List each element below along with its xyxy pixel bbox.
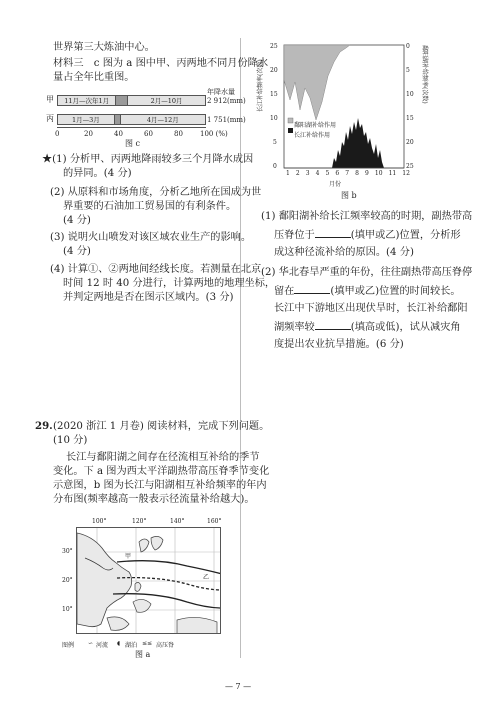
r-q2-text: 湖频率较 (274, 322, 315, 333)
map-place-label-yi: 乙 (203, 574, 210, 581)
column-divider (240, 38, 241, 658)
q3-line2: (4 分) (63, 246, 91, 257)
q4-line2: 时间 12 时 40 分进行，计算两地的地理坐标， (63, 278, 276, 289)
fig-c-axis (57, 127, 206, 128)
fig-c-row-label-bing: 丙 (46, 114, 54, 123)
fig-c-tick: 80 (174, 130, 183, 138)
material3-line2: 量占全年比重图。 (53, 72, 135, 83)
fig-b-y-right-tick: 10 (406, 91, 414, 98)
fig-b-legend-item: 长江补给作用 (294, 132, 331, 139)
fig-b-y-right-tick: 25 (406, 163, 414, 170)
q1-line2: 的异同。(4 分) (63, 168, 132, 179)
fig-c-tick: 100 (%) (200, 130, 228, 138)
map-legend-ridge-icon: ≤≤ (142, 640, 153, 647)
r-q2-text: (填甲或乙)位置的时间较长。 (330, 286, 461, 297)
q29-head: (2020 浙江 1 月卷) 阅读材料，完成下列问题。 (53, 421, 270, 432)
fig-b-y-left-tick: 10 (270, 115, 278, 122)
fig-c-seg (115, 96, 127, 105)
fig-a-caption: 图 a (135, 650, 151, 659)
fig-b-y-right-tick: 20 (406, 139, 414, 146)
q29-para-line1: 长江与鄱阳湖之间存在径流相互补给的季节 (66, 452, 260, 463)
fig-b-x-tick: 12 (402, 170, 410, 177)
page-number: — 7 — (225, 682, 252, 691)
map-legend-river-icon: ∽ (88, 640, 94, 647)
fig-c-tick: 0 (55, 130, 60, 138)
r-q1-line2 (274, 228, 461, 242)
r-q1-text: 压脊位于 (274, 230, 315, 241)
map-legend-item: 湖泊 (125, 642, 138, 649)
r-q2-answer-blank-2[interactable] (315, 320, 351, 330)
fig-b-x-tick: 6 (335, 170, 340, 177)
r-q2-line1: (2) 华北春旱严重的年份，往往副热带高压脊停 (261, 267, 473, 278)
fig-b-y-right-tick: 5 (406, 67, 410, 74)
map-lon-label: 120° (132, 518, 147, 525)
q4-line3: 并判定两地是否在图示区域内。(3 分) (63, 292, 234, 303)
fig-c-tick: 20 (84, 130, 93, 138)
q2-line2: 界重要的石油加工贸易国的有利条件。 (63, 201, 237, 212)
q29-para-line2: 变化。下 a 图为西太平洋副热带高压脊季节变化 (53, 466, 270, 477)
r-q2-answer-blank-1[interactable] (294, 284, 330, 294)
fig-b-x-ticks (286, 170, 410, 177)
fig-b-y-left-tick: 5 (273, 139, 277, 146)
fig-c-annual-bing: 1 751(mm) (207, 116, 246, 124)
fig-c-seg: 4月—12月 (120, 115, 205, 124)
map-lon-label: 100° (92, 518, 107, 525)
q1-line1: ★(1) 分析甲、丙两地降雨较多三个月降水成因 (42, 154, 254, 165)
fig-c-seg: 11月—次年1月 (58, 96, 115, 105)
fig-c-tick: 40 (114, 130, 123, 138)
fig-c-annual-jia: 2 912(mm) (207, 97, 246, 105)
fig-b-y-right-tick: 0 (406, 43, 410, 50)
q3-line1: (3) 说明火山喷发对该区域农业生产的影响。 (50, 232, 252, 243)
map-drawing (77, 528, 221, 634)
map-legend-item: 河流 (96, 642, 109, 649)
r-q2-line5: 度提出农业抗旱措施。(6 分) (274, 339, 404, 350)
map-lon-label: 160° (207, 518, 222, 525)
fig-c-seg: 1月—3月 (58, 115, 114, 124)
fig-c-header: 年降水量 (207, 88, 235, 96)
map-lat-label: 20° (62, 577, 73, 584)
fig-c-tick: 60 (144, 130, 153, 138)
fig-b-caption: 图 b (341, 191, 357, 200)
r-q1-line1: (1) 鄱阳湖补给长江频率较高的时期，副热带高 (261, 211, 473, 222)
r-q1-answer-blank[interactable] (315, 228, 351, 238)
fig-b-x-tick: 8 (355, 170, 359, 177)
map-legend-item: 高压脊 (156, 642, 175, 649)
r-q2-text: (填高或低)，试从减灾角 (350, 322, 461, 333)
q2-line3: (4 分) (63, 215, 91, 226)
fig-b-y-left-tick: 25 (270, 43, 278, 50)
line-top: 世界第三大炼油中心。 (53, 42, 155, 53)
r-q2-line3: 长江中下游地区出现伏旱时，长江补给鄱阳 (274, 303, 468, 314)
fig-b-x-tick: 3 (305, 170, 310, 177)
fig-b-x-tick: 4 (315, 170, 320, 177)
map-lat-label: 10° (62, 606, 73, 613)
fig-c-bar-bing (57, 114, 206, 125)
fig-b-x-tick: 1 (286, 170, 290, 177)
fig-b-x-tick: 10 (374, 170, 383, 177)
fig-b-legend-item: 鄱阳湖补给作用 (294, 122, 337, 129)
fig-b-x-tick: 5 (325, 170, 330, 177)
fig-c-seg: 2月—10月 (127, 96, 205, 105)
fig-b-y-left-tick: 15 (270, 91, 278, 98)
fig-b-y-right-label: 鄱阳湖补给频率(次数) (421, 45, 428, 104)
map-lon-label: 140° (170, 518, 185, 525)
fig-b-x-tick: 2 (295, 170, 300, 177)
map-lat-label: 30° (62, 548, 73, 555)
fig-b-x-tick: 9 (365, 170, 369, 177)
fig-b-y-left-tick: 0 (273, 163, 277, 170)
r-q2-line4 (274, 320, 461, 334)
fig-c-row-label-jia: 甲 (46, 95, 54, 104)
q29-para-line3: 示意图，b 图为长江与阳湖相互补给频率的年内 (53, 480, 267, 491)
r-q1-line3: 成这种径流补给的原因。(4 分) (274, 247, 414, 258)
fig-b-x-label: 月份 (329, 181, 342, 188)
r-q1-text: (填甲或乙)位置，分析形 (350, 230, 461, 241)
fig-b-y-right-tick: 15 (406, 115, 414, 122)
q29-para-line4: 分布图(频率越高一般表示径流量补给越大)。 (53, 494, 255, 505)
fig-b-x-tick: 7 (345, 170, 350, 177)
map-place-label-jia: 甲 (125, 553, 132, 560)
q4-line1: (4) 计算①、②两地间经线长度。若测量在北京 (50, 264, 262, 275)
fig-b-y-left-label: 长江补给频率(次数) (257, 59, 264, 112)
map-legend-lake-icon: ◖ (117, 640, 121, 647)
fig-c-bar-jia (57, 95, 206, 106)
r-q2-text: 留在 (274, 286, 295, 297)
material3-line1: 材料三 c 图为 a 图中甲、丙两地不同月份降水 (53, 58, 269, 69)
q29-number: 29. (35, 420, 53, 432)
q29-score: (10 分) (53, 435, 88, 446)
q2-line1: (2) 从原料和市场角度，分析乙地所在国成为世 (50, 187, 262, 198)
r-q2-line2 (274, 284, 461, 298)
map-legend-title: 图例 (62, 642, 75, 649)
fig-b-x-tick: 11 (388, 170, 397, 177)
fig-c-caption: 图 c (125, 139, 141, 148)
map-frame (76, 527, 221, 634)
fig-b-y-left-tick: 20 (270, 67, 278, 74)
